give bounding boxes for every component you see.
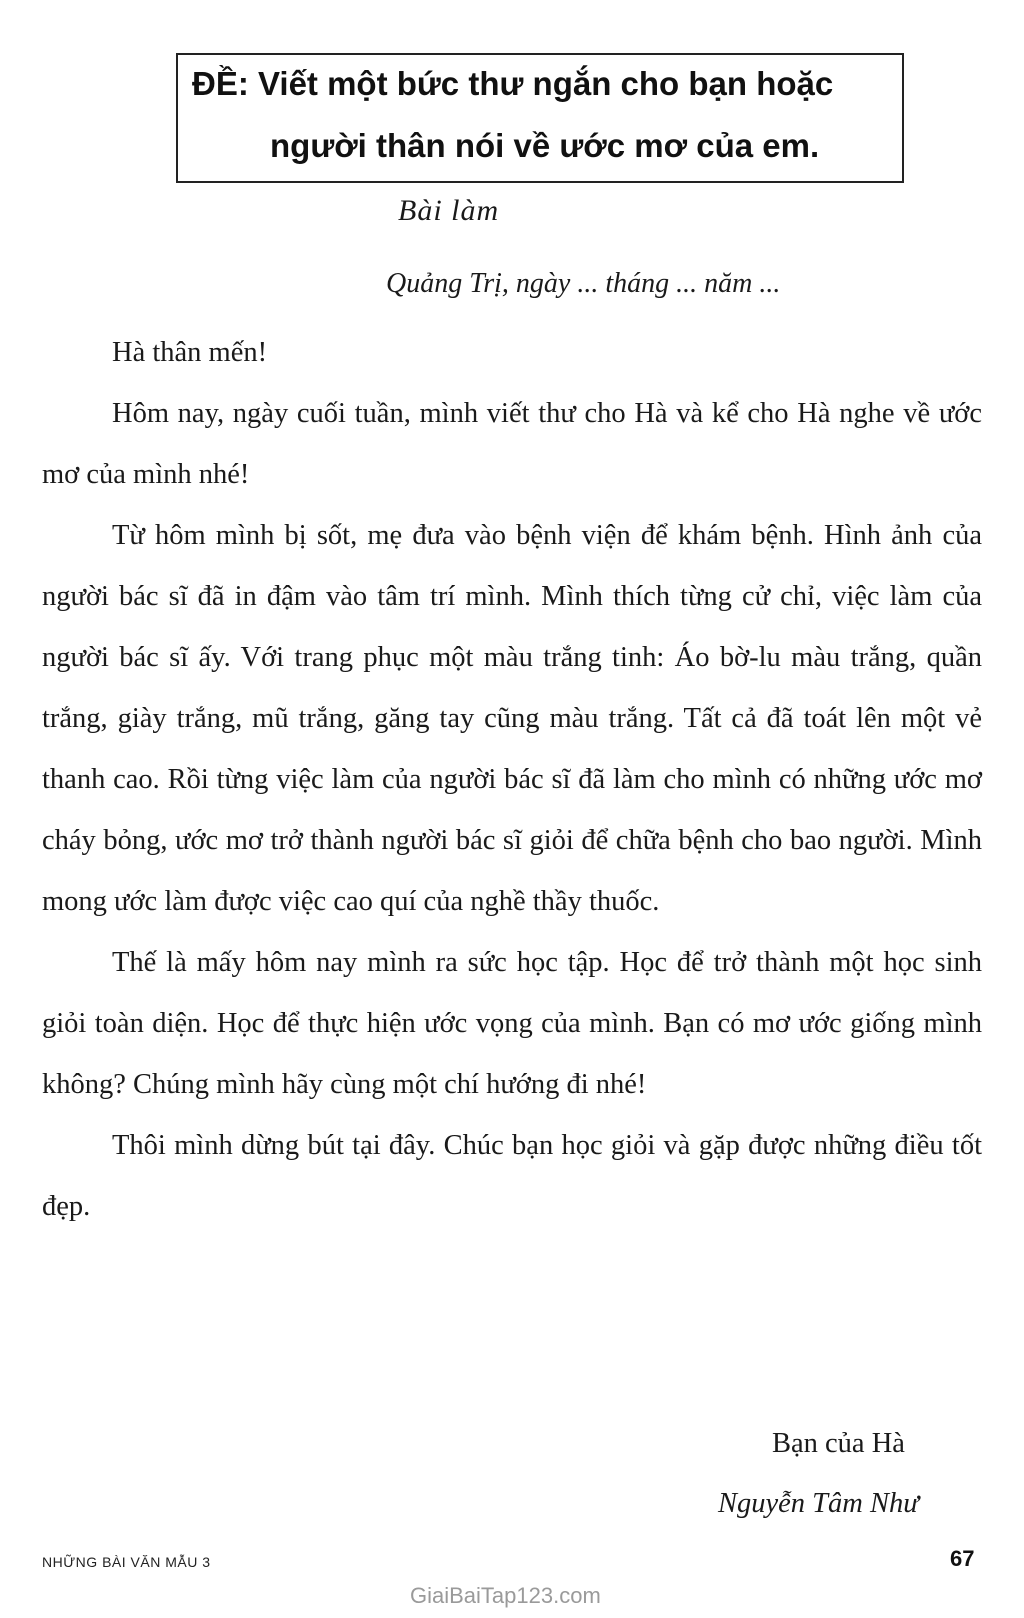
place-date: Quảng Trị, ngày ... tháng ... năm ...	[386, 268, 781, 299]
book-title-footer: NHỮNG BÀI VĂN MẪU 3	[42, 1554, 211, 1570]
topic-box	[176, 53, 904, 183]
letter-paragraph-3: Thế là mấy hôm nay mình ra sức học tập. Học để trở thành một học sinh giỏi toàn diện. Học để thực hiện ước vọng của mình. Bạn có mơ ước giống mình không? Chúng mình hãy cùng một chí hướng đi nhé!	[42, 947, 982, 1100]
letter-paragraph-2: Từ hôm mình bị sốt, mẹ đưa vào bệnh viện để khám bệnh. Hình ảnh của người bác sĩ đã in đậm vào tâm trí mình. Mình thích từng cử chỉ, việc làm của người bác sĩ ấy. Với trang phục một màu trắng tinh: Áo bờ-lu màu trắng, quần trắng, giày trắng, mũ trắng, găng tay cũng màu trắng. Tất cả đã toát lên một vẻ thanh cao. Rồi từng việc làm của người bác sĩ đã làm cho mình có những ước mơ cháy bỏng, ước mơ trở thành người bác sĩ giỏi để chữa bệnh cho bao người. Mình mong ước làm được việc cao quí của nghề thầy thuốc.	[42, 520, 982, 917]
letter-greeting: Hà thân mến!	[112, 337, 268, 368]
letter-body	[42, 322, 982, 1237]
letter-paragraph-4: Thôi mình dừng bút tại đây. Chúc bạn học giỏi và gặp được những điều tốt đẹp.	[42, 1130, 982, 1222]
essay-heading: Bài làm	[398, 194, 500, 227]
letter-paragraph-1: Hôm nay, ngày cuối tuần, mình viết thư cho Hà và kể cho Hà nghe về ước mơ của mình nhé!	[42, 398, 982, 490]
site-watermark: GiaiBaiTap123.com	[410, 1583, 601, 1608]
topic-line-2: người thân nói về ước mơ của em.	[270, 127, 820, 164]
page-number: 67	[950, 1546, 975, 1571]
topic-line-1: ĐỀ: Viết một bức thư ngắn cho bạn hoặc	[192, 65, 834, 102]
letter-signature: Nguyễn Tâm Như	[718, 1488, 919, 1519]
letter-signoff: Bạn của Hà	[772, 1428, 905, 1459]
